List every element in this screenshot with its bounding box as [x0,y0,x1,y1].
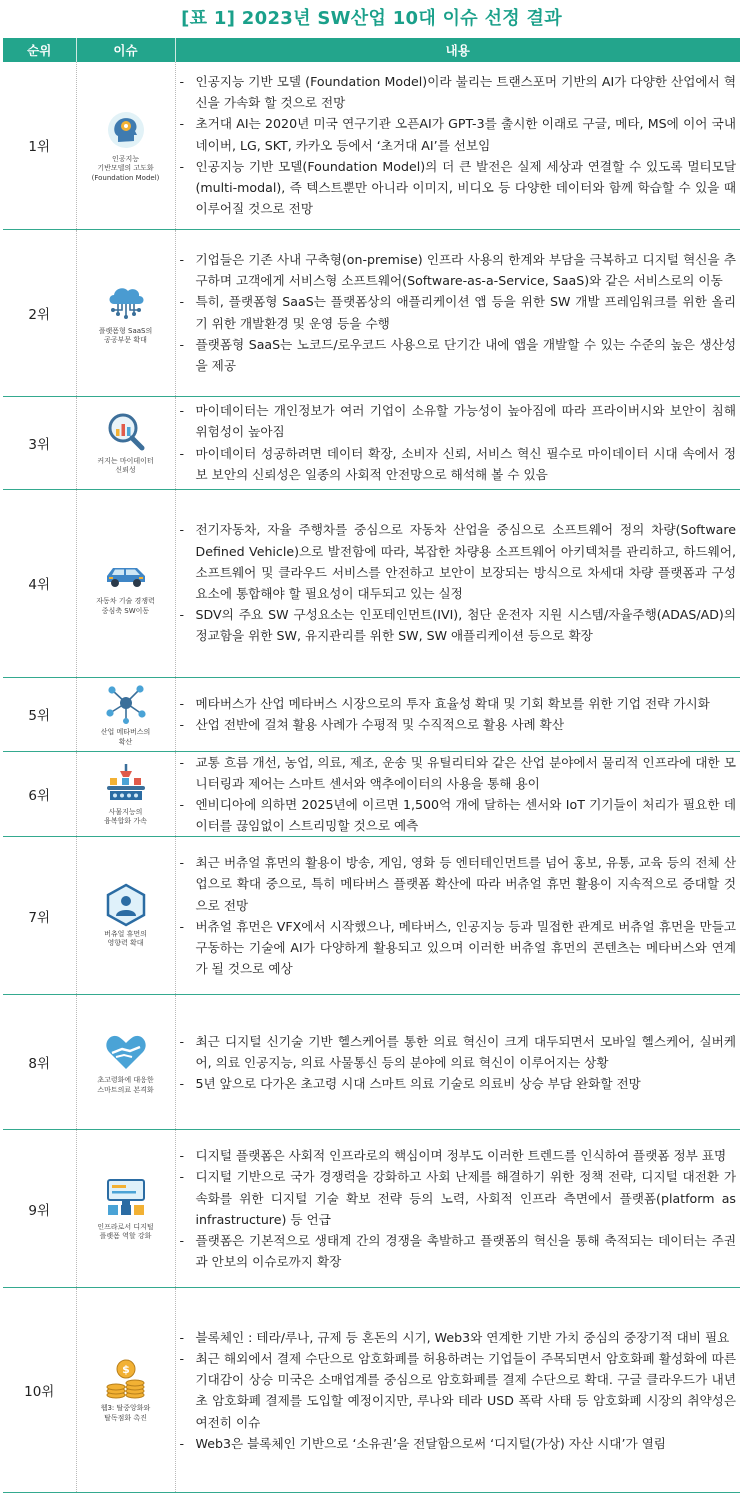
content-list [180,71,737,219]
content-list [180,519,737,646]
cloud-network-icon [102,280,150,324]
list-item: - SDV의 주요 SW 구성요소는 인포테인먼트(IVI), 첨단 운전자 지원 시스템/자율주행(ADAS/AD)의 정교함을 위한 SW, 유지관리를 위한 SW, SW 애플리케이션 등으로 확장 [180,604,737,646]
list-item: - 기업들은 기존 사내 구축형(on-premise) 인프라 사용의 한계와 부담을 극복하고 디지털 혁신을 추구하며 고객에게 서비스형 소프트웨어(Software-as-a-Service, SaaS)와 같은 서비스로의 이동 [180,249,737,291]
car-icon [102,550,150,594]
content-cell [175,995,740,1130]
rank-cell: 2위 [3,229,76,396]
issue-label: 초고령화에 대응한 스마트의료 본격화 [97,1076,154,1094]
content-cell [175,229,740,396]
issue-cell [76,1288,175,1493]
content-list [180,1145,737,1272]
list-item: - 버츄얼 휴먼은 VFX에서 시작했으나, 메타버스, 인공지능 등과 밀접한 관계로 버츄얼 휴먼을 만들고 구동하는 기술에 AI가 다양하게 활용되고 있으며 이러한 버츄얼 휴먼의 콘텐츠는 메타버스와 연계가 될 것으로 예상 [180,916,737,980]
virtual-human-icon [102,883,150,927]
coin-stack-icon [102,1357,150,1401]
issue-cell [76,751,175,837]
issue-cell [76,995,175,1130]
table-row [3,229,740,396]
list-item: - 메타버스가 산업 메타버스 시장으로의 투자 효율성 확대 및 기회 확보를 위한 기업 전략 가시화 [180,693,737,714]
content-list [180,852,737,979]
content-cell [175,751,740,837]
issue-label: 인공지능 기반모델의 고도화 (Foundation Model) [91,154,160,182]
content-list [180,1327,737,1454]
table-row [3,837,740,995]
header-issue: 이슈 [76,38,175,62]
issue-label: 버츄얼 휴먼의 영향력 확대 [104,929,147,948]
issues-table [3,38,740,1493]
content-list [180,249,737,376]
issue-cell [76,677,175,751]
issue-cell [76,396,175,489]
list-item: - 플랫폼형 SaaS는 노코드/로우코드 사용으로 단기간 내에 앱을 개발할 수 있는 수준의 높은 생산성을 제공 [180,334,737,376]
list-item: - 산업 전반에 걸쳐 활용 사례가 수평적 및 수직적으로 활용 사례 확산 [180,714,737,735]
header-rank: 순위 [3,38,76,62]
table-row [3,995,740,1130]
content-list [180,752,737,837]
rank-cell: 7위 [3,837,76,995]
rank-cell: 1위 [3,62,76,229]
list-item: - 디지털 기반으로 국가 경쟁력을 강화하고 사회 난제를 해결하기 위한 정책 전략, 디지털 대전환 가속화를 위한 디지털 기술 확보 전략 등의 노력, 사회적 인프라 측면에서 플랫폼(platform as infrastructure) 등 언급 [180,1166,737,1230]
platform-device-icon [102,1176,150,1220]
magnifier-chart-icon [102,410,150,454]
hub-network-icon [102,681,150,725]
issue-cell [76,1130,175,1288]
list-item: - 마이데이터는 개인정보가 여러 기업이 소유할 가능성이 높아짐에 따라 프라이버시와 보안이 침해 위험성이 높아짐 [180,400,737,442]
issue-cell [76,62,175,229]
content-cell [175,1130,740,1288]
rank-cell: 3위 [3,396,76,489]
header-content: 내용 [175,38,740,62]
list-item: - 특히, 플랫폼형 SaaS는 플랫폼상의 애플리케이션 앱 등을 위한 SW 개발 프레임워크를 위한 올리기 위한 개발환경 및 운영 등을 수행 [180,291,737,333]
list-item: - 5년 앞으로 다가온 초고령 시대 스마트 의료 기술로 의료비 상승 부담 완화할 전망 [180,1073,737,1094]
issue-cell [76,489,175,677]
table-row [3,489,740,677]
issue-label: 플랫폼형 SaaS의 공공부문 확대 [98,326,153,344]
list-item: - 인공지능 기반 모델(Foundation Model)의 더 큰 발전은 실제 세상과 연결할 수 있도록 멀티모달(multi-modal), 즉 텍스트뿐만 아니라 이미지, 비디오 등 다양한 데이터와 함께 학습할 수 있을 때 이루어질 것으로 전망 [180,156,737,220]
list-item: - 최근 해외에서 결제 수단으로 암호화폐를 허용하려는 기업들이 주목되면서 암호화폐 활성화에 따른 기대감이 상승 미국은 소매업계를 중심으로 암호화폐를 결제 수단으로 확대. 구글 클라우드가 내년 초 암호화폐 결제를 도입할 예정이지만, 루나와 테라 USD 폭락 사태 등 암호화폐 시장의 취약성은 여전히 이슈 [180,1348,737,1433]
issue-label: 산업 메타버스의 확산 [100,728,151,746]
list-item: - 전기자동차, 자율 주행차를 중심으로 자동차 산업을 중심으로 소프트웨어 정의 차량(Software Defined Vehicle)으로 발전함에 따라, 복잡한 차량용 소프트웨어 아키텍처를 관리하고, 하드웨어, 소프트웨어 및 클라우드 서비스를 안전하고 보안이 보장되는 방식으로 차세대 차량 플랫폼과 구성요소에 통합해야 할 필요성이 대두되고 있는 실정 [180,519,737,604]
list-item: - 마이데이터 성공하려면 데이터 확장, 소비자 신뢰, 서비스 혁신 필수로 마이데이터 시대 속에서 정보 보안의 신뢰성은 일종의 사회적 안전망으로 해석해 볼 수 있음 [180,443,737,485]
issue-cell [76,837,175,995]
issue-label: 커지는 마이데이터 신뢰성 [97,456,154,474]
table-row [3,1288,740,1493]
content-list [180,693,737,735]
issue-label: 웹3: 탈중앙화와 탈독점화 촉진 [100,1404,151,1422]
issue-label: 인프라로서 디지털 플랫폼 역할 강화 [97,1222,154,1241]
content-cell [175,677,740,751]
table-row [3,751,740,837]
issue-cell [76,229,175,396]
rank-cell: 6위 [3,751,76,837]
list-item: - 블록체인 : 테라/루나, 규제 등 혼돈의 시기, Web3와 연계한 기반 가치 중심의 중장기적 대비 필요 [180,1327,737,1348]
list-item: - 플랫폼은 기본적으로 생태계 간의 경쟁을 촉발하고 플랫폼의 혁신을 통해 축적되는 데이터는 주권과 안보의 이슈로까지 확장 [180,1230,737,1272]
rank-cell: 5위 [3,677,76,751]
brain-head-icon [102,108,150,152]
issue-label: 사물지능의 융복합화 가속 [104,807,147,826]
heart-hands-icon [102,1029,150,1073]
content-cell [175,1288,740,1493]
table-header-row [3,38,740,62]
table-row [3,62,740,229]
list-item: - 디지털 플랫폼은 사회적 인프라로의 핵심이며 정부도 이러한 트렌드를 인식하여 플랫폼 정부 표명 [180,1145,737,1166]
issue-label: 자동차 기술 경쟁력 중심축 SW이동 [96,597,155,615]
list-item: - 최근 디지털 신기술 기반 헬스케어를 통한 의료 혁신이 크게 대두되면서 모바일 헬스케어, 실버케어, 의료 인공지능, 의료 사물통신 등의 분야에 의료 혁신이 이루어지는 상황 [180,1031,737,1073]
rank-cell: 9위 [3,1130,76,1288]
table-row [3,1130,740,1288]
content-list [180,400,737,485]
page-title: [표 1] 2023년 SW산업 10대 이슈 선정 결과 [181,8,562,29]
list-item: - Web3은 블록체인 기반으로 ‘소유권’을 전달함으로써 ‘디지털(가상) 자산 시대’가 열림 [180,1433,737,1454]
list-item: - 인공지능 기반 모델 (Foundation Model)이라 불리는 트랜스포머 기반의 AI가 다양한 산업에서 혁신을 가속화 할 것으로 전망 [180,71,737,113]
table-row [3,677,740,751]
content-cell [175,62,740,229]
list-item: - 초거대 AI는 2020년 미국 연구기관 오픈AI가 GPT-3를 출시한 이래로 구글, 메타, MS에 이어 국내 네이버, LG, SKT, 카카오 등에서 ‘초거대 AI’를 선보임 [180,113,737,155]
rank-cell: 10위 [3,1288,76,1493]
list-item: - 엔비디아에 의하면 2025년에 이르면 1,500억 개에 달하는 센서와 IoT 기기들이 처리가 필요한 데이터를 끊임없이 스트리밍할 것으로 예측 [180,794,737,836]
content-cell [175,837,740,995]
content-cell [175,396,740,489]
rank-cell: 8위 [3,995,76,1130]
table-row [3,396,740,489]
list-item: - 교통 흐름 개선, 농업, 의료, 제조, 운송 및 유틸리티와 같은 산업 분야에서 물리적 인프라에 대한 모니터링과 제어는 스마트 센서와 액추에이터의 사용을 통해 용이 [180,752,737,794]
content-cell [175,489,740,677]
svg-text:$: $ [121,1363,130,1377]
list-item: - 최근 버츄얼 휴먼의 활용이 방송, 게임, 영화 등 엔터테인먼트를 넘어 홍보, 유통, 교육 등의 전체 산업으로 확대 중으로, 특히 메타버스 플랫폼 확산에 따라 버츄얼 휴먼 활용이 지속적으로 증대할 것으로 전망 [180,852,737,916]
conveyor-robot-icon [102,761,150,805]
rank-cell: 4위 [3,489,76,677]
content-list [180,1031,737,1095]
